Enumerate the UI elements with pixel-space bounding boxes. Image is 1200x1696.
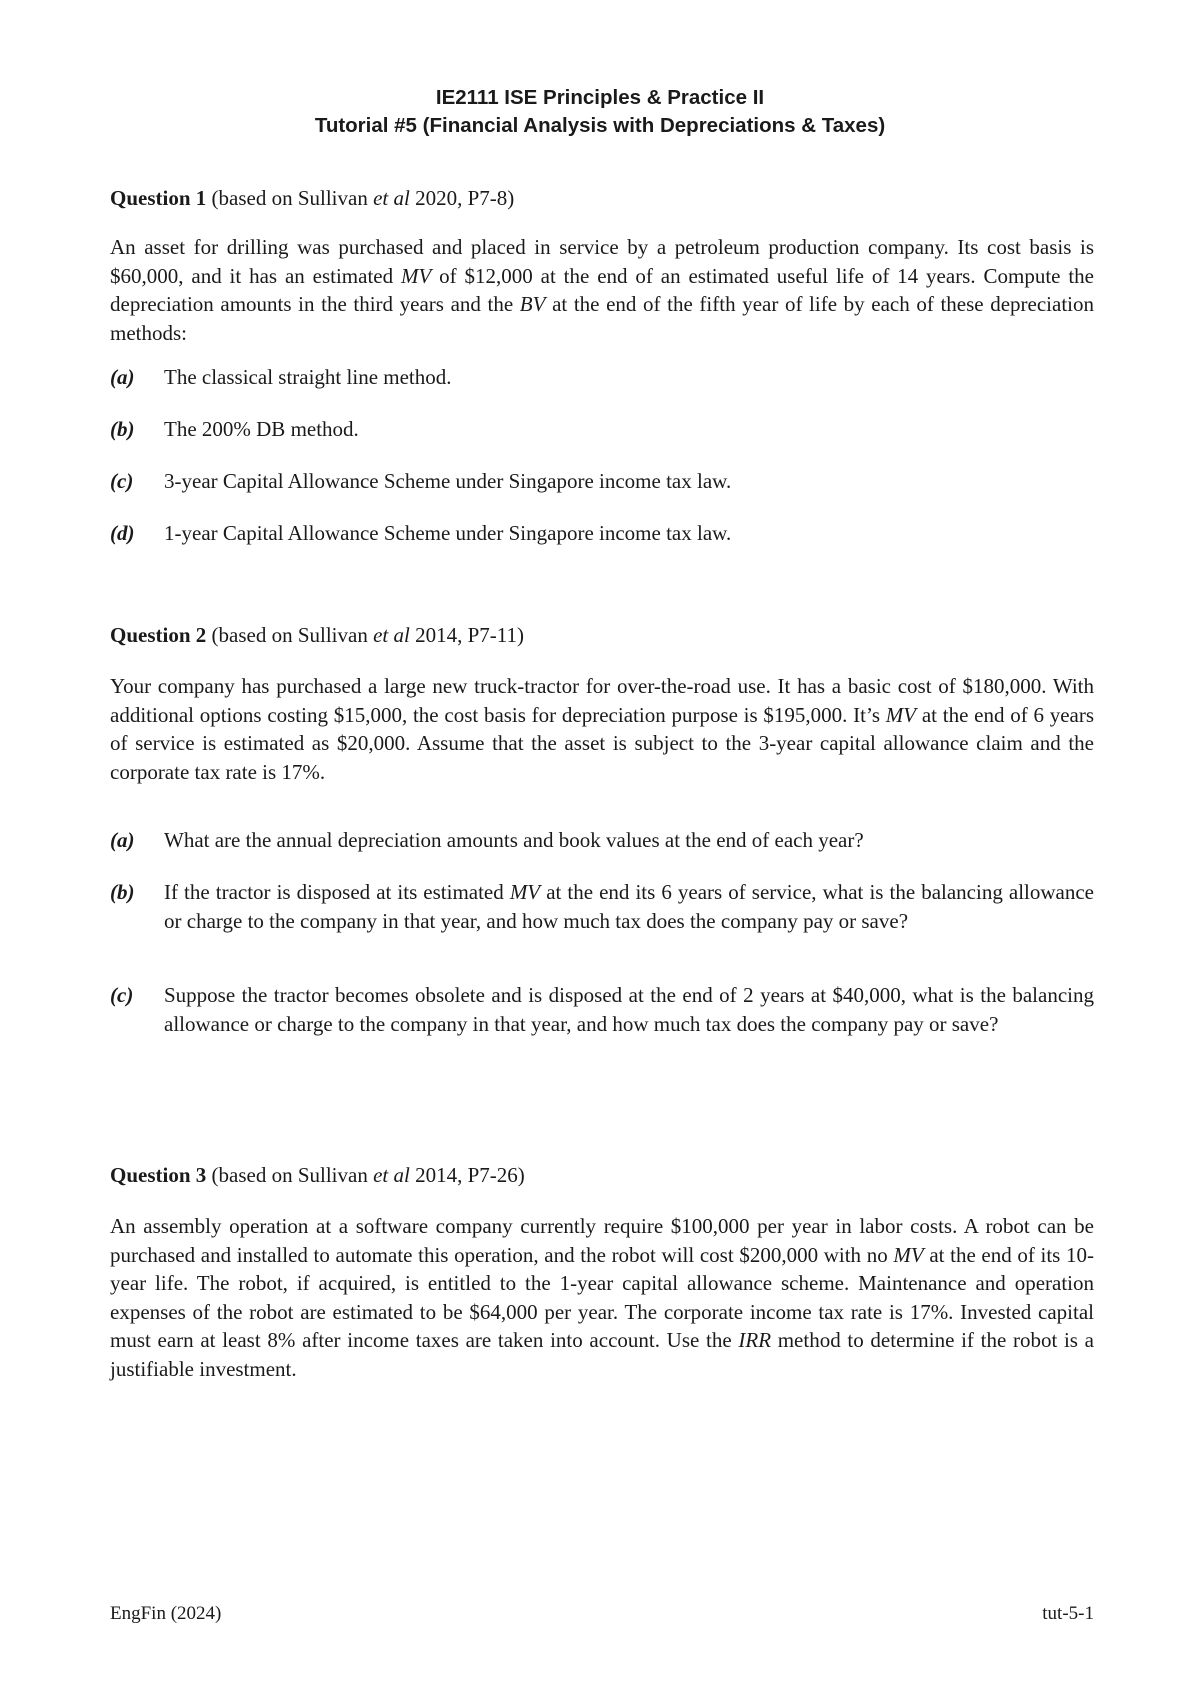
item-text: 1-year Capital Allowance Scheme under Singapore income tax law. xyxy=(164,521,732,545)
item-text: The 200% DB method. xyxy=(164,417,359,441)
item-term-mv: MV xyxy=(509,880,541,904)
item-label: (a) xyxy=(110,365,135,389)
question-1-paragraph xyxy=(110,233,1094,347)
item-label: (c) xyxy=(110,983,134,1007)
item-label: (a) xyxy=(110,828,135,852)
question-1-source-suffix: 2020, P7-8) xyxy=(409,186,515,210)
item-text: What are the annual depreciation amounts and book values at the end of each year? xyxy=(164,828,864,852)
item-label: (b) xyxy=(110,417,135,441)
question-3-source-prefix: (based on Sullivan xyxy=(206,1163,374,1187)
question-1-term-bv: BV xyxy=(519,292,546,316)
page-title xyxy=(0,84,1200,140)
question-2-source-etal: et al xyxy=(373,623,410,647)
question-2-paragraph xyxy=(110,672,1094,786)
question-3-source-etal: et al xyxy=(373,1163,410,1187)
question-3-label: Question 3 xyxy=(110,1163,207,1187)
question-3-term-mv: MV xyxy=(893,1242,924,1267)
question-3-text-a: An assembly operation at a software company currently require $100,000 per year in labor costs. A robot can be purchased and installed to automate this operation, and the robot will cost $200,000 with no xyxy=(110,1214,1094,1267)
question-3-heading xyxy=(110,1161,1094,1190)
item-text: The classical straight line method. xyxy=(164,365,452,389)
question-3-term-irr: IRR xyxy=(738,1328,772,1352)
question-1-source-etal: et al xyxy=(373,186,410,210)
question-1-text-c: at the end of the fifth year of life by each of these depreciation methods: xyxy=(110,292,1094,345)
item-label: (d) xyxy=(110,521,135,545)
question-1-term-mv: MV xyxy=(400,263,432,288)
question-2-text-a: Your company has purchased a large new truck-tractor for over-the-road use. It has a basic cost of $180,000. With additional options costing $15,000, the cost basis for depreciation purpose is $195,000. It’s xyxy=(110,674,1094,727)
footer-left: EngFin (2024) xyxy=(110,1603,222,1624)
question-1-source-prefix: (based on Sullivan xyxy=(206,186,374,210)
item-label: (c) xyxy=(110,469,134,493)
course-title: IE2111 ISE Principles & Practice II xyxy=(435,86,765,109)
question-3-source-suffix: 2014, P7-26) xyxy=(409,1163,525,1187)
question-2-heading xyxy=(110,621,1094,650)
question-2-text-b: at the end of 6 years of service is estimated as $20,000. Assume that the asset is subject to the 3-year capital allowance claim and the corporate tax rate is 17%. xyxy=(110,702,1095,784)
question-2-term-mv: MV xyxy=(885,702,917,727)
item-text: Suppose the tractor becomes obsolete and is disposed at the end of 2 years at $40,000, what is the balancing allowance or charge to the company in that year, and how much tax does the company pay or save? xyxy=(164,983,1094,1036)
question-2-source-prefix: (based on Sullivan xyxy=(206,623,374,647)
question-3-text-b: at the end of its 10-year life. The robot, if acquired, is entitled to the 1-year capital allowance scheme. Maintenance and operation expenses of the robot are estimated to be $64,000 per year. The corporate income tax rate is 17%. Invested capital must earn at least 8% after income taxes are taken into account. Use the xyxy=(110,1242,1094,1352)
question-1-text-b: of $12,000 at the end of an estimated useful life of 14 years. Compute the depreciation amounts in the third years and the xyxy=(110,263,1094,316)
item-text-post: at the end its 6 years of service, what is the balancing allowance or charge to the company in that year, and how much tax does the company pay or save? xyxy=(164,880,1094,933)
item-text: 3-year Capital Allowance Scheme under Singapore income tax law. xyxy=(164,469,732,493)
item-text-pre: If the tractor is disposed at its estimated xyxy=(164,880,510,904)
question-2-label: Question 2 xyxy=(110,623,207,647)
footer-page-number: tut-5-1 xyxy=(1042,1603,1094,1624)
item-label: (b) xyxy=(110,880,135,904)
question-3-paragraph xyxy=(110,1212,1094,1383)
question-1-heading xyxy=(110,184,1094,213)
question-2-source-suffix: 2014, P7-11) xyxy=(409,623,524,647)
question-1-label: Question 1 xyxy=(110,186,207,210)
question-3-text-c: method to determine if the robot is a justifiable investment. xyxy=(110,1328,1094,1381)
tutorial-title: Tutorial #5 (Financial Analysis with Depreciations & Taxes) xyxy=(314,114,886,137)
item-text xyxy=(164,878,1094,935)
question-1-text-a: An asset for drilling was purchased and placed in service by a petroleum production company. Its cost basis is $60,000, and it has an estimated xyxy=(110,235,1094,288)
